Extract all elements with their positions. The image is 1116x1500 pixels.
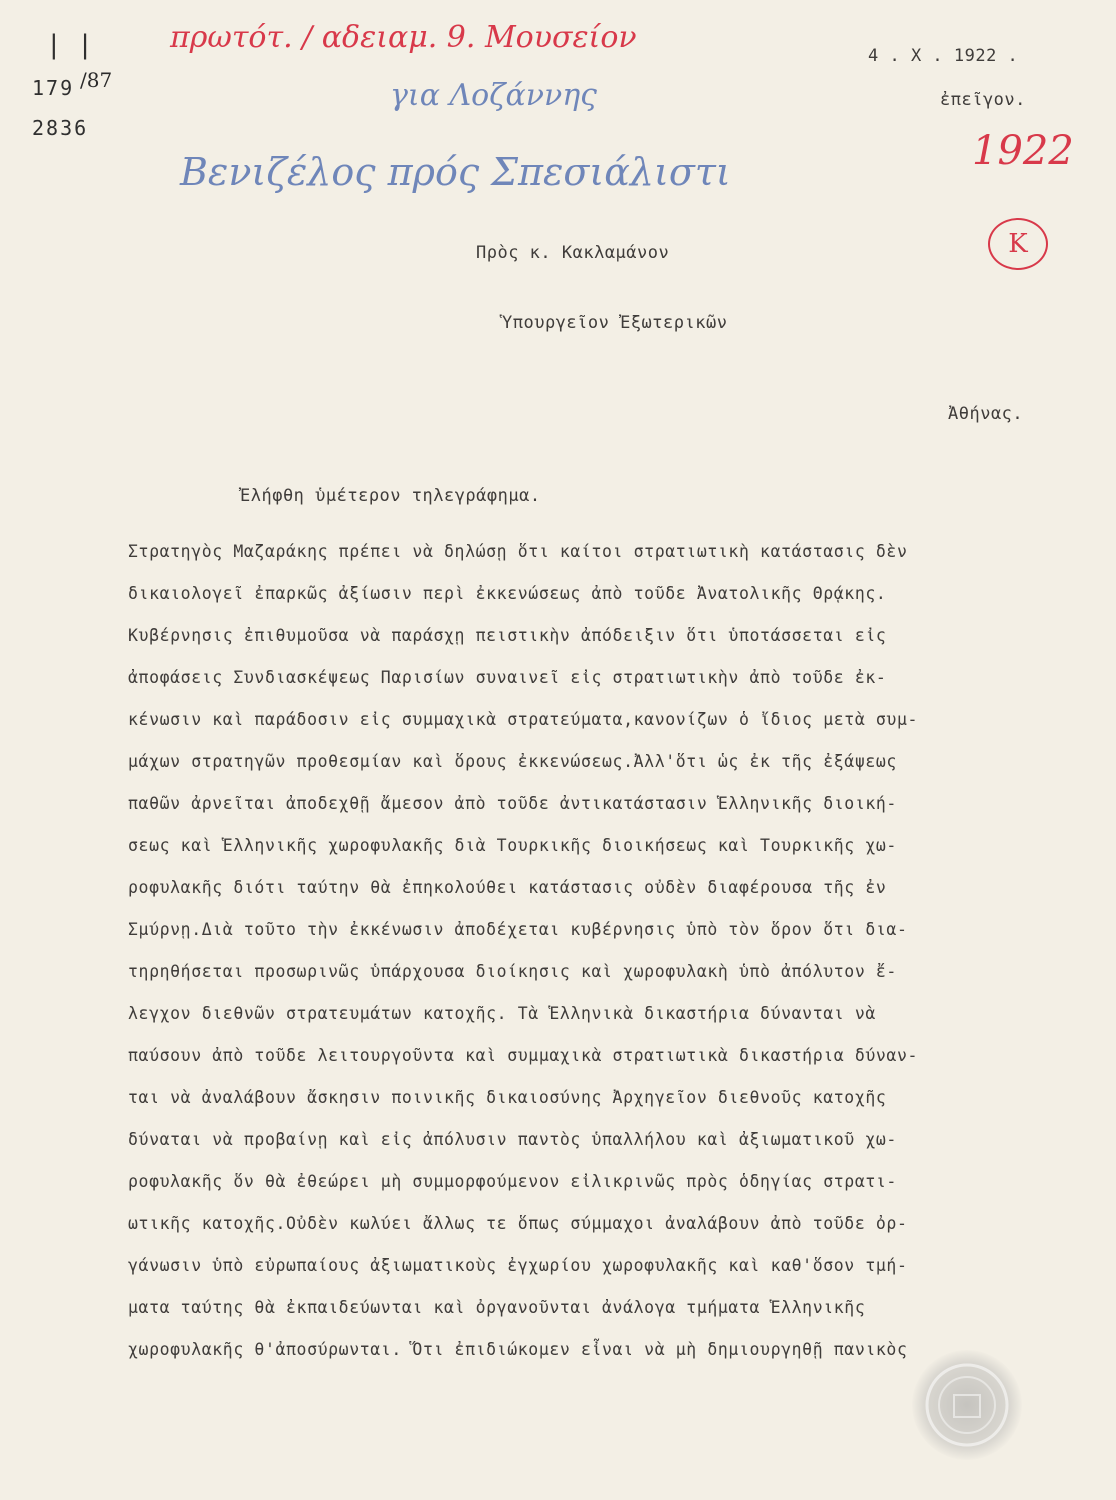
recipient-line: Πρὸς κ. Κακλαμάνον xyxy=(476,243,670,263)
margin-ref-bottom: 2836 xyxy=(32,116,89,140)
margin-ref-top: 179 xyxy=(32,76,75,100)
body-line: παθῶν ἀρνεῖται ἀποδεχθῇ ἄμεσον ἀπὸ τοῦδε ἀντικατάστασιν Ἑλληνικῆς διοική- xyxy=(128,794,897,813)
handwritten-red-note: πρωτότ. / αδειαμ. 9. Μουσείον xyxy=(170,20,637,55)
margin-ref-slash: /87 xyxy=(80,68,113,92)
handwritten-blue-note: για Λοζάννης xyxy=(390,78,597,113)
body-line: δύναται νὰ προβαίνῃ καὶ εἰς ἀπόλυσιν παντὸς ὑπαλλήλου καὶ ἀξιωματικοῦ χω- xyxy=(128,1130,897,1149)
urgency-label: ἐπεῖγον. xyxy=(940,90,1026,110)
body-line: τηρηθήσεται προσωρινῶς ὑπάρχουσα διοίκησις καὶ χωροφυλακὴ ὑπὸ ἀπόλυτον ἔ- xyxy=(128,962,897,981)
body-line: Σμύρνῃ.Διὰ τοῦτο τὴν ἐκκένωσιν ἀποδέχεται κυβέρνησις ὑπὸ τὸν ὅρον ὅτι δια- xyxy=(128,920,908,939)
city-line: Ἀθήνας. xyxy=(948,404,1024,424)
body-line: κένωσιν καὶ παράδοσιν εἰς συμμαχικὰ στρατεύματα,κανονίζων ὁ ἴδιος μετὰ συμ- xyxy=(128,710,919,729)
body-line: δικαιολογεῖ ἐπαρκῶς ἀξίωσιν περὶ ἐκκενώσεως ἀπὸ τοῦδε Ἀνατολικῆς Θρᾴκης. xyxy=(128,584,887,603)
margin-mark: | | xyxy=(46,30,93,60)
body-line: σεως καὶ Ἑλληνικῆς χωροφυλακῆς διὰ Τουρκικῆς διοικήσεως καὶ Τουρκικῆς χω- xyxy=(128,836,897,855)
body-line: Κυβέρνησις ἐπιθυμοῦσα νὰ παράσχῃ πειστικὴν ἀπόδειξιν ὅτι ὑποτάσσεται εἰς xyxy=(128,626,887,645)
body-line: γάνωσιν ὑπὸ εὐρωπαίους ἀξιωματικοὺς ἐγχωρίου χωροφυλακῆς καὶ καθ'ὅσον τμή- xyxy=(128,1256,908,1275)
body-line: ται νὰ ἀναλάβουν ἄσκησιν ποινικῆς δικαιοσύνης Ἀρχηγεῖον διεθνοῦς κατοχῆς xyxy=(128,1088,887,1107)
body-line: χωροφυλακῆς θ'ἀποσύρωνται. Ὅτι ἐπιδιώκομεν εἶναι νὰ μὴ δημιουργηθῇ πανικὸς xyxy=(128,1340,908,1359)
opening-line: Ἐλήφθη ὑμέτερον τηλεγράφημα. xyxy=(240,486,541,506)
archive-seal-icon xyxy=(912,1350,1022,1460)
body-line: ροφυλακῆς διότι ταύτην θὰ ἐπηκολούθει κατάστασις οὐδὲν διαφέρουσα τῆς ἐν xyxy=(128,878,887,897)
handwritten-year: 1922 xyxy=(972,128,1074,174)
document-date: 4 . X . 1922 . xyxy=(868,46,1019,66)
body-line: ματα ταύτης θὰ ἐκπαιδεύωνται καὶ ὀργανοῦνται ἀνάλογα τμήματα Ἑλληνικῆς xyxy=(128,1298,866,1317)
body-line: μάχων στρατηγῶν προθεσμίαν καὶ ὅρους ἐκκενώσεως.Ἀλλ'ὅτι ὡς ἐκ τῆς ἐξάψεως xyxy=(128,752,897,771)
body-line: παύσουν ἀπὸ τοῦδε λειτουργοῦντα καὶ συμμαχικὰ στρατιωτικὰ δικαστήρια δύναν- xyxy=(128,1046,919,1065)
archive-stamp xyxy=(912,1350,1022,1460)
body-line: ροφυλακῆς ὅν θὰ ἐθεώρει μὴ συμμορφούμενον εἰλικρινῶς πρὸς ὁδηγίας στρατι- xyxy=(128,1172,897,1191)
handwritten-blue-title: Βενιζέλος πρός Σπεσιάλιστι xyxy=(180,150,731,194)
body-line: Στρατηγὸς Μαζαράκης πρέπει νὰ δηλώσῃ ὅτι καίτοι στρατιωτικὴ κατάστασις δὲν xyxy=(128,542,908,561)
body-line: λεγχον διεθνῶν στρατευμάτων κατοχῆς. Τὰ Ἑλληνικὰ δικαστήρια δύνανται νὰ xyxy=(128,1004,876,1023)
circled-letter-mark: K xyxy=(988,218,1048,270)
body-line: ἀποφάσεις Συνδιασκέψεως Παρισίων συναινεῖ εἰς στρατιωτικὴν ἀπὸ τοῦδε ἐκ- xyxy=(128,668,887,687)
ministry-line: Ὑπουργεῖον Ἐξωτερικῶν xyxy=(502,313,728,333)
body-line: ωτικῆς κατοχῆς.Οὐδὲν κωλύει ἄλλως τε ὅπως σύμμαχοι ἀναλάβουν ἀπὸ τοῦδε ὀρ- xyxy=(128,1214,908,1233)
